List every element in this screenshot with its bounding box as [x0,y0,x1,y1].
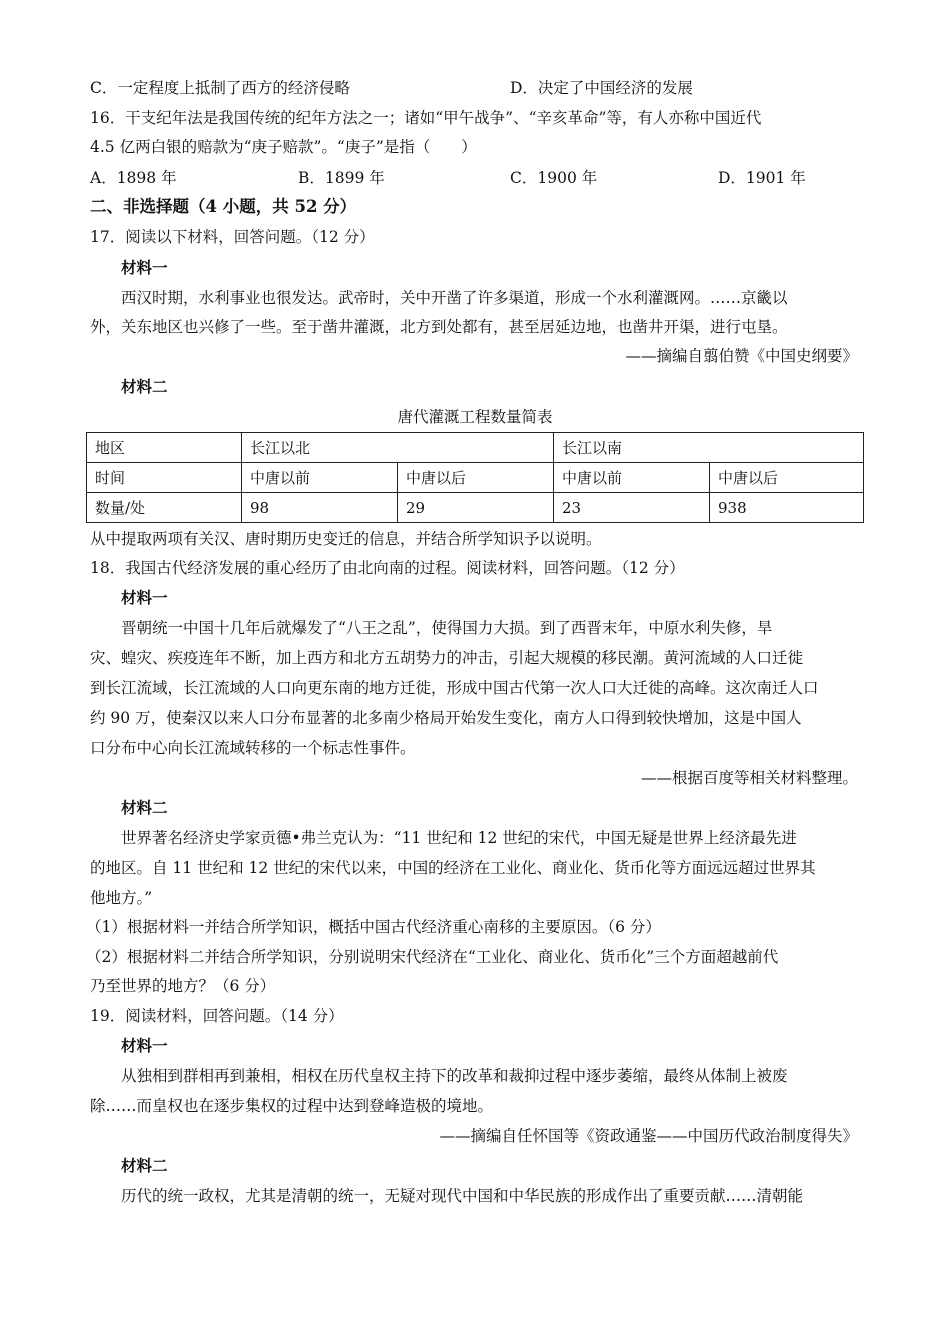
q16-stem-line1: 16．干支纪年法是我国传统的纪年方法之一；诸如“甲午战争”、“辛亥革命”等，有人亦称中国近代 [90,109,762,127]
q19-material1-line2: 除……而皇权也在逐步集权的过程中达到登峰造极的境地。 [90,1097,494,1115]
q16-option-d: D．1901 年 [718,169,806,187]
q19-stem: 19．阅读材料，回答问题。（14 分） [90,1007,344,1025]
table-cell: 长江以北 [242,433,554,463]
q19-material2-line1: 历代的统一政权，尤其是清朝的统一，无疑对现代中国和中华民族的形成作出了重要贡献……清朝能 [121,1187,804,1205]
q19-material1-label: 材料一 [121,1036,168,1055]
q17-material1-source: ——摘编自翦伯赞《中国史纲要》 [625,347,858,365]
q18-subquestion-2-line1: （2）根据材料二并结合所学知识，分别说明宋代经济在“工业化、商业化、货币化”三个方面超越前代 [86,948,779,966]
q18-subquestion-2-line2: 乃至世界的地方？（6 分） [90,977,276,995]
table-cell: 938 [710,493,864,523]
q16-option-c: C．1900 年 [510,169,598,187]
table-cell: 29 [398,493,554,523]
q18-material1-label: 材料一 [121,588,168,607]
q18-subquestion-1: （1）根据材料一并结合所学知识，概括中国古代经济重心南移的主要原因。（6 分） [86,918,661,936]
q18-material2-line: 的地区。自 11 世纪和 12 世纪的宋代以来，中国的经济在工业化、商业化、货币化等方面远远超过世界其 [90,859,816,877]
q18-material2-line: 世界著名经济史学家贡德•弗兰克认为：“11 世纪和 12 世纪的宋代，中国无疑是世界上经济最先进 [121,829,797,847]
q18-material1-source: ——根据百度等相关材料整理。 [640,769,858,787]
q15-option-c: C．一定程度上抵制了西方的经济侵略 [90,79,350,97]
q18-material1-line: 约 90 万，使秦汉以来人口分布显著的北多南少格局开始发生变化，南方人口得到较快增加，这是中国人 [90,709,802,727]
table-cell: 中唐以后 [398,463,554,493]
q15-option-d: D．决定了中国经济的发展 [510,79,693,97]
q18-stem: 18．我国古代经济发展的重心经历了由北向南的过程。阅读材料，回答问题。（12 分） [90,559,685,577]
table-cell: 23 [554,493,710,523]
table-row [87,493,864,523]
table-cell: 长江以南 [554,433,864,463]
q16-option-b: B．1899 年 [298,169,385,187]
q17-table-title: 唐代灌溉工程数量简表 [397,408,553,426]
q17-material2-label: 材料二 [121,377,168,396]
q18-material1-line: 晋朝统一中国十几年后就爆发了“八王之乱”，使得国力大损。到了西晋末年，中原水利失修，旱 [121,619,773,637]
q18-material1-line: 灾、蝗灾、疾疫连年不断，加上西方和北方五胡势力的冲击，引起大规模的移民潮。黄河流域的人口迁徙 [90,649,804,667]
table-cell: 中唐以后 [710,463,864,493]
q18-material1-line: 到长江流域，长江流域的人口向更东南的地方迁徙，形成中国古代第一次人口大迁徙的高峰。这次南迁人口 [90,679,819,697]
table-cell: 地区 [87,433,242,463]
table-cell: 中唐以前 [242,463,398,493]
table-cell: 98 [242,493,398,523]
q17-material1-line1: 西汉时期，水利事业也很发达。武帝时，关中开凿了许多渠道，形成一个水利灌溉网。……京畿以 [121,289,788,307]
section2-title: 二、非选择题（4 小题，共 52 分） [90,197,357,216]
table-row [87,433,864,463]
q19-material1-line1: 从独相到群相再到兼相，相权在历代皇权主持下的改革和裁抑过程中逐步萎缩，最终从体制上被废 [121,1067,788,1085]
table-row [87,463,864,493]
table-cell: 时间 [87,463,242,493]
q17-material1-line2: 外，关东地区也兴修了一些。至于凿井灌溉，北方到处都有，甚至居延边地，也凿井开渠，进行屯垦。 [90,318,788,336]
q17-question: 从中提取两项有关汉、唐时期历史变迁的信息，并结合所学知识予以说明。 [90,530,602,548]
irrigation-table [86,432,864,523]
q17-stem: 17．阅读以下材料，回答问题。（12 分） [90,228,375,246]
q17-material1-label: 材料一 [121,258,168,277]
q18-material1-line: 口分布中心向长江流域转移的一个标志性事件。 [90,739,416,757]
q16-stem-line2: 4.5 亿两白银的赔款为“庚子赔款”。“庚子”是指（ ） [90,138,477,156]
q19-material2-label: 材料二 [121,1156,168,1175]
q16-option-a: A．1898 年 [90,169,177,187]
q19-material1-source: ——摘编自任怀国等《资政通鉴——中国历代政治制度得失》 [439,1127,858,1145]
table-cell: 数量/处 [87,493,242,523]
table-cell: 中唐以前 [554,463,710,493]
q18-material2-label: 材料二 [121,798,168,817]
q18-material2-line: 他地方。” [90,889,153,907]
